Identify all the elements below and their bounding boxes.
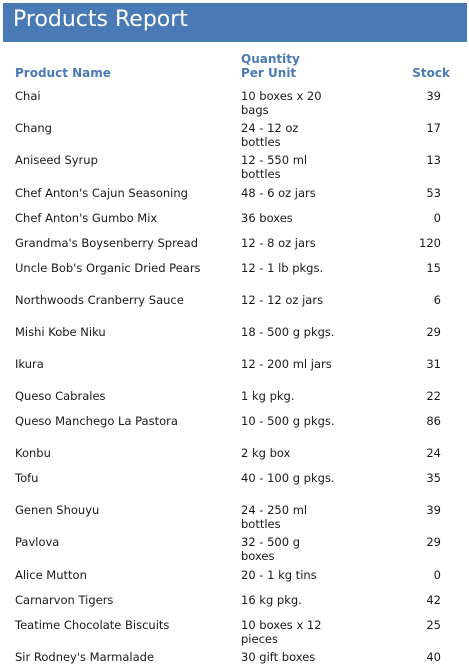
product-name-cell: Chang — [15, 121, 52, 135]
stock-cell: 39 — [426, 503, 441, 517]
quantity-per-unit-cell: 12 - 200 ml jars — [241, 357, 332, 371]
quantity-per-unit-cell: 24 - 250 ml bottles — [241, 503, 308, 531]
stock-cell: 6 — [433, 293, 441, 307]
table-row — [0, 186, 469, 211]
table-row — [0, 471, 469, 503]
column-header-quantity-per-unit — [241, 52, 331, 80]
table-row — [0, 568, 469, 593]
report-table-body — [0, 89, 469, 670]
product-name-cell: Konbu — [15, 446, 51, 460]
quantity-per-unit-cell: 12 - 1 lb pkgs. — [241, 261, 324, 275]
table-row — [0, 414, 469, 446]
table-row — [0, 650, 469, 670]
quantity-per-unit-cell: 36 boxes — [241, 211, 293, 225]
quantity-per-unit-cell: 18 - 500 g pkgs. — [241, 325, 335, 339]
table-row — [0, 389, 469, 414]
table-row — [0, 293, 469, 325]
quantity-per-unit-cell: 32 - 500 g boxes — [241, 535, 300, 563]
quantity-per-unit-cell: 2 kg box — [241, 446, 291, 460]
quantity-per-unit-cell: 12 - 550 ml bottles — [241, 153, 308, 181]
stock-cell: 86 — [426, 414, 441, 428]
stock-cell: 24 — [426, 446, 441, 460]
stock-cell: 0 — [433, 568, 441, 582]
product-name-cell: Grandma's Boysenberry Spread — [15, 236, 199, 250]
column-header-quantity-line2: Per Unit — [241, 66, 297, 80]
product-name-cell: Mishi Kobe Niku — [15, 325, 106, 339]
table-row — [0, 121, 469, 153]
product-name-cell: Ikura — [15, 357, 44, 371]
column-header-product-name: Product Name — [15, 66, 111, 80]
stock-cell: 17 — [426, 121, 441, 135]
stock-cell: 42 — [426, 593, 441, 607]
quantity-per-unit-cell: 1 kg pkg. — [241, 389, 295, 403]
stock-cell: 25 — [426, 618, 441, 632]
stock-cell: 13 — [426, 153, 441, 167]
column-header-quantity-line1: Quantity — [241, 52, 300, 66]
table-row — [0, 593, 469, 618]
stock-cell: 29 — [426, 535, 441, 549]
product-name-cell: Northwoods Cranberry Sauce — [15, 293, 184, 307]
quantity-per-unit-cell: 16 kg pkg. — [241, 593, 302, 607]
product-name-cell: Chef Anton's Cajun Seasoning — [15, 186, 188, 200]
quantity-per-unit-cell: 12 - 12 oz jars — [241, 293, 324, 307]
table-row — [0, 618, 469, 650]
stock-cell: 35 — [426, 471, 441, 485]
quantity-per-unit-cell: 30 gift boxes — [241, 650, 316, 664]
product-name-cell: Alice Mutton — [15, 568, 87, 582]
table-row — [0, 503, 469, 535]
table-row — [0, 211, 469, 236]
stock-cell: 39 — [426, 89, 441, 103]
column-header-stock: Stock — [412, 66, 450, 80]
stock-cell: 0 — [433, 211, 441, 225]
table-row — [0, 236, 469, 261]
table-row — [0, 446, 469, 471]
quantity-per-unit-cell: 20 - 1 kg tins — [241, 568, 317, 582]
product-name-cell: Aniseed Syrup — [15, 153, 98, 167]
table-row — [0, 325, 469, 357]
table-row — [0, 535, 469, 568]
stock-cell: 120 — [419, 236, 441, 250]
quantity-per-unit-cell: 24 - 12 oz bottles — [241, 121, 299, 149]
quantity-per-unit-cell: 40 - 100 g pkgs. — [241, 471, 335, 485]
quantity-per-unit-cell: 10 boxes x 12 pieces — [241, 618, 322, 646]
report-title: Products Report — [13, 7, 188, 32]
product-name-cell: Queso Manchego La Pastora — [15, 414, 178, 428]
product-name-cell: Chef Anton's Gumbo Mix — [15, 211, 158, 225]
product-name-cell: Queso Cabrales — [15, 389, 106, 403]
table-row — [0, 261, 469, 293]
product-name-cell: Pavlova — [15, 535, 60, 549]
product-name-cell: Genen Shouyu — [15, 503, 100, 517]
product-name-cell: Chai — [15, 89, 41, 103]
stock-cell: 53 — [426, 186, 441, 200]
report-header — [3, 3, 467, 42]
product-name-cell: Teatime Chocolate Biscuits — [15, 618, 170, 632]
product-name-cell: Sir Rodney's Marmalade — [15, 650, 155, 664]
product-name-cell: Tofu — [15, 471, 39, 485]
stock-cell: 15 — [426, 261, 441, 275]
stock-cell: 31 — [426, 357, 441, 371]
table-row — [0, 357, 469, 389]
stock-cell: 29 — [426, 325, 441, 339]
product-name-cell: Carnarvon Tigers — [15, 593, 114, 607]
product-name-cell: Uncle Bob's Organic Dried Pears — [15, 261, 201, 275]
quantity-per-unit-cell: 12 - 8 oz jars — [241, 236, 316, 250]
stock-cell: 40 — [426, 650, 441, 664]
quantity-per-unit-cell: 10 boxes x 20 bags — [241, 89, 322, 117]
quantity-per-unit-cell: 48 - 6 oz jars — [241, 186, 316, 200]
table-row — [0, 89, 469, 121]
quantity-per-unit-cell: 10 - 500 g pkgs. — [241, 414, 335, 428]
stock-cell: 22 — [426, 389, 441, 403]
table-row — [0, 153, 469, 186]
